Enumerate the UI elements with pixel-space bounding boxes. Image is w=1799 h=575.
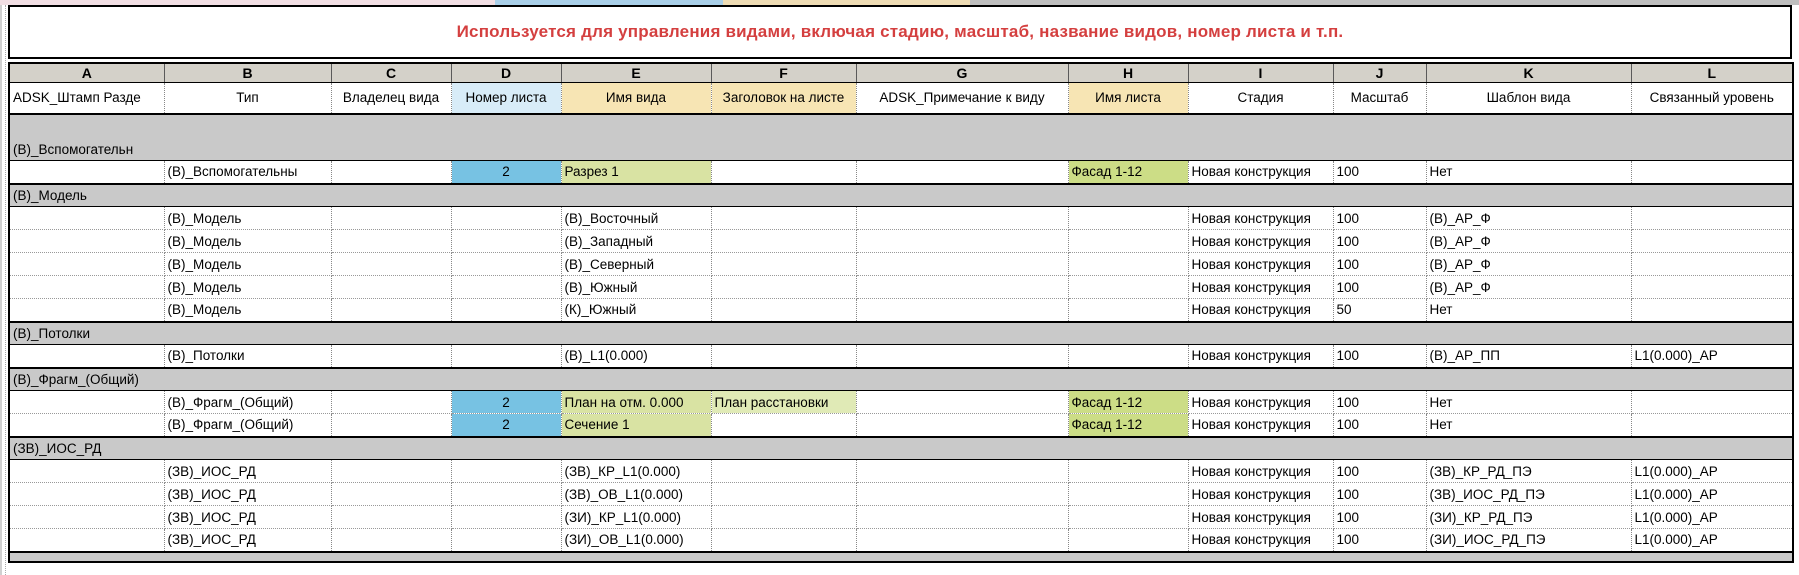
cell-K[interactable]: (ЗВ)_ИОС_РД_ПЭ [1426, 483, 1631, 506]
group-header-row[interactable] [9, 184, 1793, 207]
table-row [9, 506, 1793, 529]
cell-E[interactable]: Разрез 1 [561, 161, 711, 184]
cell-G[interactable] [856, 207, 1068, 230]
cell-C[interactable] [331, 460, 451, 483]
column-letter-C[interactable]: C [331, 63, 451, 83]
cell-I[interactable]: Новая конструкция [1188, 161, 1333, 184]
cell-D[interactable] [451, 460, 561, 483]
cell-E[interactable]: План на отм. 0.000 [561, 391, 711, 414]
table-row [9, 391, 1793, 414]
cell-L[interactable]: L1(0.000)_АР [1631, 460, 1793, 483]
cell-I[interactable]: Новая конструкция [1188, 529, 1333, 552]
column-header-H[interactable]: Имя листа [1068, 83, 1188, 114]
cell-J[interactable]: 100 [1333, 391, 1426, 414]
table-row [9, 253, 1793, 276]
cell-F[interactable] [711, 253, 856, 276]
cell-K[interactable]: Нет [1426, 391, 1631, 414]
cell-B[interactable]: (В)_Модель [164, 207, 331, 230]
cell-B[interactable]: (В)_Модель [164, 230, 331, 253]
cell-D[interactable] [451, 483, 561, 506]
cell-K[interactable]: (В)_АР_Ф [1426, 207, 1631, 230]
cell-A[interactable] [9, 345, 164, 368]
cell-C[interactable] [331, 207, 451, 230]
cell-B[interactable]: (В)_Модель [164, 253, 331, 276]
cell-E[interactable]: (ЗИ)_ОВ_L1(0.000) [561, 529, 711, 552]
cell-I[interactable]: Новая конструкция [1188, 276, 1333, 299]
cell-B[interactable]: (ЗВ)_ИОС_РД [164, 529, 331, 552]
cell-F[interactable] [711, 345, 856, 368]
group-header-row[interactable] [9, 322, 1793, 345]
column-letter-A[interactable]: A [9, 63, 164, 83]
cell-E[interactable]: (В)_Северный [561, 253, 711, 276]
cell-A[interactable] [9, 460, 164, 483]
cell-F[interactable]: План расстановки [711, 391, 856, 414]
group-header-label: (В)_Фрагм_(Общий) [9, 368, 1793, 391]
cell-H[interactable]: Фасад 1-12 [1068, 161, 1188, 184]
cell-A[interactable] [9, 230, 164, 253]
cell-I[interactable]: Новая конструкция [1188, 414, 1333, 437]
cell-F[interactable] [711, 207, 856, 230]
cell-K[interactable]: (ЗИ)_ИОС_РД_ПЭ [1426, 529, 1631, 552]
cell-G[interactable] [856, 253, 1068, 276]
column-header-D[interactable]: Номер листа [451, 83, 561, 114]
cell-K[interactable]: Нет [1426, 299, 1631, 322]
cell-B[interactable]: (В)_Вспомогательны [164, 161, 331, 184]
cell-G[interactable] [856, 414, 1068, 437]
cell-C[interactable] [331, 506, 451, 529]
schedule-title: Используется для управления видами, включая стадию, масштаб, название видов, номер листа и т.п. [456, 22, 1344, 41]
cell-B[interactable]: (ЗВ)_ИОС_РД [164, 483, 331, 506]
cell-K[interactable]: (ЗВ)_КР_РД_ПЭ [1426, 460, 1631, 483]
cell-J[interactable]: 100 [1333, 414, 1426, 437]
cell-A[interactable] [9, 483, 164, 506]
cell-C[interactable] [331, 483, 451, 506]
cell-H[interactable] [1068, 506, 1188, 529]
cell-C[interactable] [331, 276, 451, 299]
cell-E[interactable]: (В)_Восточный [561, 207, 711, 230]
cell-D[interactable] [451, 253, 561, 276]
cell-H[interactable] [1068, 460, 1188, 483]
cell-G[interactable] [856, 391, 1068, 414]
cell-G[interactable] [856, 460, 1068, 483]
cell-K[interactable]: Нет [1426, 414, 1631, 437]
cell-L[interactable]: L1(0.000)_АР [1631, 506, 1793, 529]
cell-K[interactable]: (ЗИ)_КР_РД_ПЭ [1426, 506, 1631, 529]
column-letter-L[interactable]: L [1631, 63, 1793, 83]
cell-J[interactable]: 100 [1333, 345, 1426, 368]
cell-H[interactable] [1068, 483, 1188, 506]
cell-G[interactable] [856, 483, 1068, 506]
cell-B[interactable]: (ЗВ)_ИОС_РД [164, 506, 331, 529]
column-header-I[interactable]: Стадия [1188, 83, 1333, 114]
cell-D[interactable] [451, 276, 561, 299]
cell-A[interactable] [9, 391, 164, 414]
cell-J[interactable]: 100 [1333, 253, 1426, 276]
cell-I[interactable]: Новая конструкция [1188, 391, 1333, 414]
cell-L[interactable] [1631, 414, 1793, 437]
table-row [9, 460, 1793, 483]
cell-D[interactable]: 2 [451, 391, 561, 414]
cell-J[interactable]: 100 [1333, 230, 1426, 253]
cell-F[interactable] [711, 414, 856, 437]
cell-D[interactable] [451, 207, 561, 230]
cell-J[interactable]: 100 [1333, 276, 1426, 299]
cell-G[interactable] [856, 345, 1068, 368]
cell-L[interactable] [1631, 161, 1793, 184]
cell-K[interactable]: (В)_АР_Ф [1426, 253, 1631, 276]
cell-H[interactable] [1068, 345, 1188, 368]
schedule-view [8, 5, 1794, 563]
cell-A[interactable] [9, 529, 164, 552]
cell-I[interactable]: Новая конструкция [1188, 230, 1333, 253]
table-row [9, 483, 1793, 506]
cell-I[interactable]: Новая конструкция [1188, 506, 1333, 529]
table-row [9, 529, 1793, 552]
group-header-row[interactable] [9, 368, 1793, 391]
column-letter-I[interactable]: I [1188, 63, 1333, 83]
cell-C[interactable] [331, 529, 451, 552]
column-header-C[interactable]: Владелец вида [331, 83, 451, 114]
column-header-L[interactable]: Связанный уровень [1631, 83, 1793, 114]
cell-G[interactable] [856, 230, 1068, 253]
cell-F[interactable] [711, 529, 856, 552]
header-row [9, 83, 1793, 114]
cell-G[interactable] [856, 276, 1068, 299]
cell-E[interactable]: (В)_L1(0.000) [561, 345, 711, 368]
cell-G[interactable] [856, 529, 1068, 552]
cell-E[interactable]: (К)_Южный [561, 299, 711, 322]
cell-C[interactable] [331, 299, 451, 322]
group-header-row[interactable] [9, 437, 1793, 460]
group-header-label: (В)_Потолки [9, 322, 1793, 345]
cell-H[interactable] [1068, 253, 1188, 276]
cell-H[interactable] [1068, 230, 1188, 253]
cell-J[interactable]: 100 [1333, 207, 1426, 230]
cell-L[interactable] [1631, 253, 1793, 276]
group-header-label: (В)_Модель [9, 184, 1793, 207]
cell-L[interactable] [1631, 276, 1793, 299]
cell-J[interactable]: 100 [1333, 460, 1426, 483]
cell-I[interactable]: Новая конструкция [1188, 207, 1333, 230]
cell-G[interactable] [856, 299, 1068, 322]
cell-L[interactable]: L1(0.000)_АР [1631, 483, 1793, 506]
cell-C[interactable] [331, 414, 451, 437]
cell-I[interactable]: Новая конструкция [1188, 345, 1333, 368]
cell-F[interactable] [711, 483, 856, 506]
cell-K[interactable]: (В)_АР_Ф [1426, 230, 1631, 253]
cell-H[interactable] [1068, 299, 1188, 322]
cell-A[interactable] [9, 207, 164, 230]
cell-E[interactable]: (В)_Западный [561, 230, 711, 253]
cell-A[interactable] [9, 276, 164, 299]
cell-B[interactable]: (В)_Потолки [164, 345, 331, 368]
cell-J[interactable]: 100 [1333, 529, 1426, 552]
column-letter-E[interactable]: E [561, 63, 711, 83]
cell-J[interactable]: 100 [1333, 161, 1426, 184]
column-letter-F[interactable]: F [711, 63, 856, 83]
column-header-K[interactable]: Шаблон вида [1426, 83, 1631, 114]
cell-G[interactable] [856, 506, 1068, 529]
column-header-J[interactable]: Масштаб [1333, 83, 1426, 114]
group-header-row-clipped [9, 552, 1793, 562]
table-row [9, 276, 1793, 299]
cell-E[interactable]: (ЗВ)_КР_L1(0.000) [561, 460, 711, 483]
column-letter-K[interactable]: K [1426, 63, 1631, 83]
cell-B[interactable]: (ЗВ)_ИОС_РД [164, 460, 331, 483]
cell-D[interactable] [451, 345, 561, 368]
cell-C[interactable] [331, 253, 451, 276]
cell-G[interactable] [856, 161, 1068, 184]
cell-H[interactable] [1068, 207, 1188, 230]
cell-L[interactable]: L1(0.000)_АР [1631, 345, 1793, 368]
cell-L[interactable] [1631, 230, 1793, 253]
table-row [9, 207, 1793, 230]
cell-A[interactable] [9, 506, 164, 529]
cell-I[interactable]: Новая конструкция [1188, 483, 1333, 506]
cell-B[interactable]: (В)_Модель [164, 299, 331, 322]
cell-F[interactable] [711, 276, 856, 299]
table-row [9, 230, 1793, 253]
cell-L[interactable] [1631, 207, 1793, 230]
cell-H[interactable]: Фасад 1-12 [1068, 414, 1188, 437]
cell-D[interactable] [451, 506, 561, 529]
column-letters-row [9, 63, 1793, 83]
column-letter-D[interactable]: D [451, 63, 561, 83]
cell-F[interactable] [711, 506, 856, 529]
schedule-title-box [8, 5, 1792, 59]
cell-K[interactable]: (В)_АР_ПП [1426, 345, 1631, 368]
cell-E[interactable]: (ЗИ)_КР_L1(0.000) [561, 506, 711, 529]
cell-C[interactable] [331, 161, 451, 184]
column-header-F[interactable]: Заголовок на листе [711, 83, 856, 114]
column-header-B[interactable]: Тип [164, 83, 331, 114]
table-row [9, 161, 1793, 184]
cell-A[interactable] [9, 253, 164, 276]
cell-F[interactable] [711, 230, 856, 253]
cell-F[interactable] [711, 299, 856, 322]
cell-C[interactable] [331, 391, 451, 414]
cell-I[interactable]: Новая конструкция [1188, 460, 1333, 483]
table-row [9, 345, 1793, 368]
cell-H[interactable] [1068, 276, 1188, 299]
cell-L[interactable] [1631, 391, 1793, 414]
cell-B[interactable]: (В)_Фрагм_(Общий) [164, 414, 331, 437]
cell-E[interactable]: Сечение 1 [561, 414, 711, 437]
cell-J[interactable]: 50 [1333, 299, 1426, 322]
cell-B[interactable]: (В)_Фрагм_(Общий) [164, 391, 331, 414]
cell-D[interactable] [451, 230, 561, 253]
cell-C[interactable] [331, 345, 451, 368]
table-row [9, 299, 1793, 322]
cell-A[interactable] [9, 299, 164, 322]
cell-J[interactable]: 100 [1333, 506, 1426, 529]
group-header-row[interactable] [9, 114, 1793, 161]
cell-D[interactable]: 2 [451, 161, 561, 184]
column-letter-J[interactable]: J [1333, 63, 1426, 83]
cell-K[interactable]: (В)_АР_Ф [1426, 276, 1631, 299]
cell-H[interactable] [1068, 529, 1188, 552]
cell-E[interactable]: (ЗВ)_ОВ_L1(0.000) [561, 483, 711, 506]
column-header-A[interactable]: ADSK_Штамп Разде [9, 83, 164, 114]
schedule-table [8, 62, 1794, 563]
cell-C[interactable] [331, 230, 451, 253]
column-letter-B[interactable]: B [164, 63, 331, 83]
cell-L[interactable]: L1(0.000)_АР [1631, 529, 1793, 552]
column-letter-G[interactable]: G [856, 63, 1068, 83]
cell-F[interactable] [711, 460, 856, 483]
cell-D[interactable] [451, 529, 561, 552]
cell-E[interactable]: (В)_Южный [561, 276, 711, 299]
table-row [9, 414, 1793, 437]
column-header-E[interactable]: Имя вида [561, 83, 711, 114]
column-header-G[interactable]: ADSK_Примечание к виду [856, 83, 1068, 114]
group-header-label: (В)_Вспомогательн [9, 114, 1793, 161]
cell-D[interactable]: 2 [451, 414, 561, 437]
cell-I[interactable]: Новая конструкция [1188, 253, 1333, 276]
cell-K[interactable]: Нет [1426, 161, 1631, 184]
column-letter-H[interactable]: H [1068, 63, 1188, 83]
cell-D[interactable] [451, 299, 561, 322]
cell-I[interactable]: Новая конструкция [1188, 299, 1333, 322]
cell-A[interactable] [9, 414, 164, 437]
schedule-body [9, 63, 1793, 562]
group-header-label: (ЗВ)_ИОС_РД [9, 437, 1793, 460]
cell-H[interactable]: Фасад 1-12 [1068, 391, 1188, 414]
cell-A[interactable] [9, 161, 164, 184]
cell-F[interactable] [711, 161, 856, 184]
cell-L[interactable] [1631, 299, 1793, 322]
cell-B[interactable]: (В)_Модель [164, 276, 331, 299]
cell-J[interactable]: 100 [1333, 483, 1426, 506]
